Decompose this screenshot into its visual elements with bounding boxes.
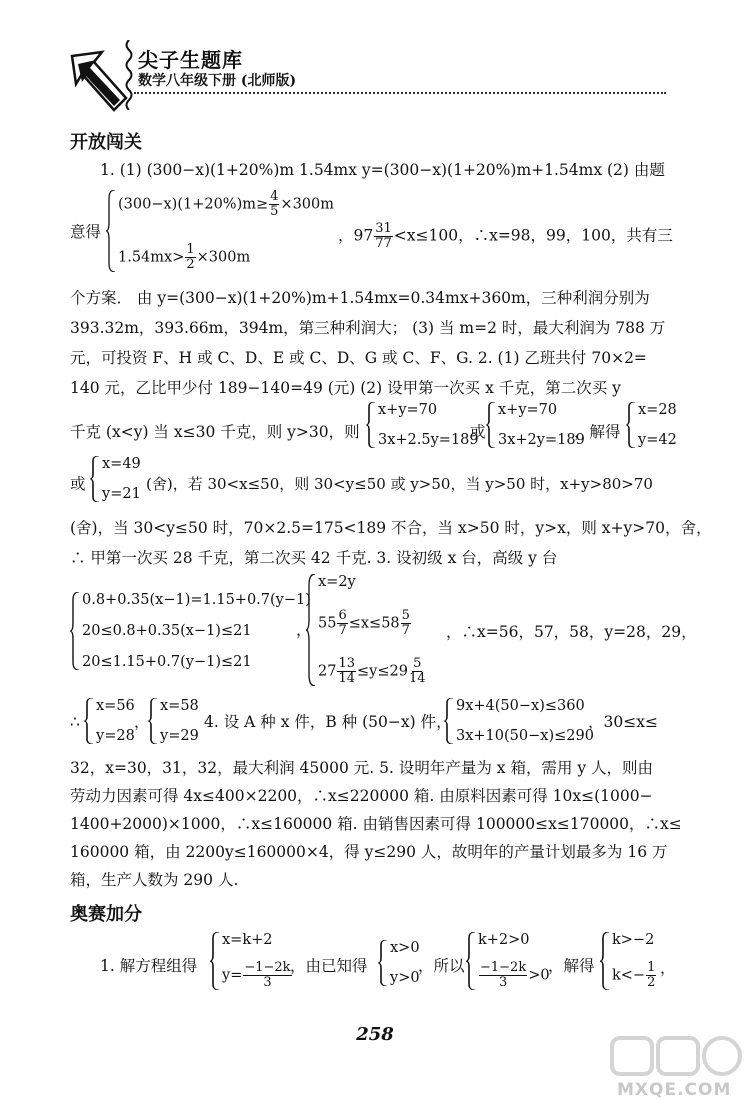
system-row: y=29 (160, 728, 199, 744)
text-line (70, 422, 370, 442)
brace-icon (600, 932, 610, 990)
text-fragment: ， (134, 713, 150, 731)
system-row: x>0 (390, 940, 420, 956)
text-fragment: ×300m (280, 196, 334, 213)
text-line: 箱，生产人数为 290 人. (70, 871, 239, 889)
system-row: 27 $\frac{13}{14}$ ≤y≤29 $\frac{5}{14}$ (318, 656, 426, 686)
system-row: y>0 (390, 970, 420, 986)
brace-icon (210, 932, 220, 990)
text-fragment: ，由已知得 (290, 957, 368, 975)
arrow-logo-icon (68, 48, 130, 118)
system-row: (300−x)(1+20%)m≥ (118, 196, 269, 213)
system-row: x+y=70 (378, 402, 438, 418)
system-row: k<− $\frac{1}{2}$ (612, 960, 656, 990)
system-row: x+y=70 (498, 402, 558, 418)
text-fragment: 或 (70, 475, 86, 493)
system-row: x=56 (96, 698, 135, 714)
brace-icon (626, 402, 636, 448)
inequality-system (466, 932, 550, 990)
system-row: x=2y (318, 574, 356, 590)
system-row: 3x+10(50−x)≤290 (456, 728, 594, 744)
solution-system (84, 698, 135, 744)
text-line (146, 474, 686, 494)
brace-icon (378, 940, 388, 986)
text-fragment: 千克 (x<y) 当 x≤30 千克，则 y>30，则 (70, 423, 360, 441)
fraction: $\frac{1}{2}$ (186, 242, 195, 272)
text-fragment: ，解得 (574, 423, 621, 441)
text-fragment: ，所以 (418, 957, 465, 975)
fraction: $\frac{31}{77}$ (375, 221, 392, 251)
solution-system (600, 932, 657, 990)
system-row: 3x+2.5y=189 (378, 432, 479, 448)
system-row: x=k+2 (222, 932, 273, 948)
text-line (446, 622, 697, 642)
text-line: (舍)，当 30<y≤50 时，70×2.5=175<189 不合，当 x>50 时，y>x，则 x+y>70，舍， (70, 519, 712, 537)
text-line: 140 元，乙比甲少付 189−140=49 (元) (2) 设甲第一次买 x 千克，第二次买 y (70, 379, 621, 397)
text-fragment: 1. 解方程组得 (100, 957, 198, 975)
brace-icon (306, 574, 316, 686)
text-fragment: 或 (470, 423, 486, 441)
text-fragment: ，解得 (548, 957, 595, 975)
wavy-divider-icon (124, 40, 134, 110)
book-subtitle: 数学八年级下册 (北师版) (138, 73, 297, 89)
brace-icon (148, 698, 158, 744)
solution-system (148, 698, 199, 744)
system-row: x=49 (102, 456, 141, 472)
page-number: 258 (356, 1024, 394, 1045)
brace-icon (366, 402, 376, 448)
brace-icon (84, 698, 94, 744)
system-row: y=21 (102, 486, 141, 502)
text-line: 32，x=30，31，32，最大利润 45000 元. 5. 设明年产量为 x 箱，需用 y 人，则由 (70, 759, 654, 777)
solution-system (90, 456, 141, 502)
text-line (574, 422, 634, 442)
text-line: 160000 箱，由 2200y≤160000×4，得 y≤290 人，故明年的产量计划最多为 16 万 (70, 843, 668, 861)
system-row: $\frac{-1-2k}{3}$ >0 (480, 960, 550, 990)
text-fragment: ∴ (70, 713, 80, 731)
inequality-system (70, 592, 311, 670)
brace-icon (486, 402, 496, 448)
inequality-system (306, 574, 427, 686)
text-line (338, 222, 682, 251)
text-fragment: ，97 (338, 226, 374, 245)
book-title: 尖子生题库 (138, 48, 243, 72)
system-row: 9x+4(50−x)≤360 (456, 698, 585, 714)
text-fragment: (舍)，若 30<x≤50，则 30<y≤50 或 y>50，当 y>50 时，x+y>80>70 (146, 475, 653, 493)
text-line: 1400+2000)×1000，∴x≤160000 箱. 由销售因素可得 100000≤x≤170000，∴x≤ (70, 815, 682, 833)
brace-icon (70, 592, 80, 670)
system-row: 3x+2y=189 (498, 432, 585, 448)
text-fragment: ×300m (196, 249, 251, 266)
solution-system (626, 402, 677, 448)
text-line: 个方案． 由 y=(300−x)(1+20%)m+1.54mx=0.34mx+360m，三种利润分别为 (70, 289, 650, 307)
fraction: $\frac{4}{5}$ (270, 189, 279, 219)
system-row: 55 $\frac{6}{7}$ ≤x≤58 $\frac{5}{7}$ (318, 608, 410, 638)
brace-icon (444, 698, 454, 744)
system-row: y=28 (96, 728, 135, 744)
brace-icon (466, 932, 476, 990)
text-fragment: ， (296, 621, 312, 639)
solution-system (210, 932, 293, 990)
system-row: 0.8+0.35(x−1)=1.15+0.7(y−1) (82, 592, 311, 608)
watermark-text: MXQE.COM (617, 1080, 732, 1100)
text-line (290, 956, 390, 976)
text-fragment: <x≤100，∴x=98，99，100，共有三 (393, 226, 673, 245)
system-row: 1.54mx> (118, 249, 185, 266)
text-fragment: ，∴x=56，57，58，y=28，29， (446, 623, 697, 641)
text-line (70, 474, 90, 494)
text-fragment: ，30≤x≤ (588, 713, 658, 731)
text-line (588, 712, 684, 732)
system-row: x=58 (160, 698, 199, 714)
system-row: k+2>0 (478, 932, 530, 948)
text-line: 393.32m，393.66m，394m，第三种利润大； (3) 当 m=2 时，最大利润为 788 万 (70, 319, 666, 337)
brace-icon (106, 190, 116, 272)
equation-system (486, 402, 585, 448)
equation-system (366, 402, 479, 448)
system-row: y= $\frac{-1-2k}{3}$ (222, 960, 291, 990)
system-row: 20≤0.8+0.35(x−1)≤21 (82, 623, 252, 639)
inequality-system (444, 698, 594, 744)
header-divider (134, 92, 666, 94)
text-fragment: 4. 设 A 种 x 件，B 种 (50−x) 件， (204, 713, 452, 731)
text-fragment: ， (660, 959, 676, 977)
text-line (204, 712, 454, 732)
system-row: 20≤1.15+0.7(y−1)≤21 (82, 654, 252, 670)
system-row: x=28 (638, 402, 677, 418)
inequality-system (378, 940, 420, 986)
text-line: 1. (1) (300−x)(1+20%)m 1.54mx y=(300−x)(1+20%)m+1.54mx (2) 由题 (100, 161, 665, 179)
text-fragment: 意得 (70, 223, 102, 241)
text-line: 元，可投资 F、H 或 C、D、E 或 C、D、G 或 C、F、G. 2. (1) 乙班共付 70×2= (70, 349, 647, 367)
system-row: k>−2 (612, 932, 655, 948)
text-line: 劳动力因素可得 4x≤400×2200，∴x≤220000 箱. 由原料因素可得 10x≤(1000− (70, 787, 653, 805)
text-line: ∴ 甲第一次买 28 千克，第二次买 42 千克. 3. 设初级 x 台，高级 y 台 (70, 549, 558, 567)
section-heading-open: 开放闯关 (70, 132, 142, 153)
text-line (100, 956, 210, 976)
text-line (548, 956, 608, 976)
system-row: y=42 (638, 432, 677, 448)
brace-icon (90, 456, 100, 502)
inequality-system (106, 190, 334, 272)
section-heading-bonus: 奥赛加分 (70, 904, 142, 925)
text-line (660, 958, 680, 978)
